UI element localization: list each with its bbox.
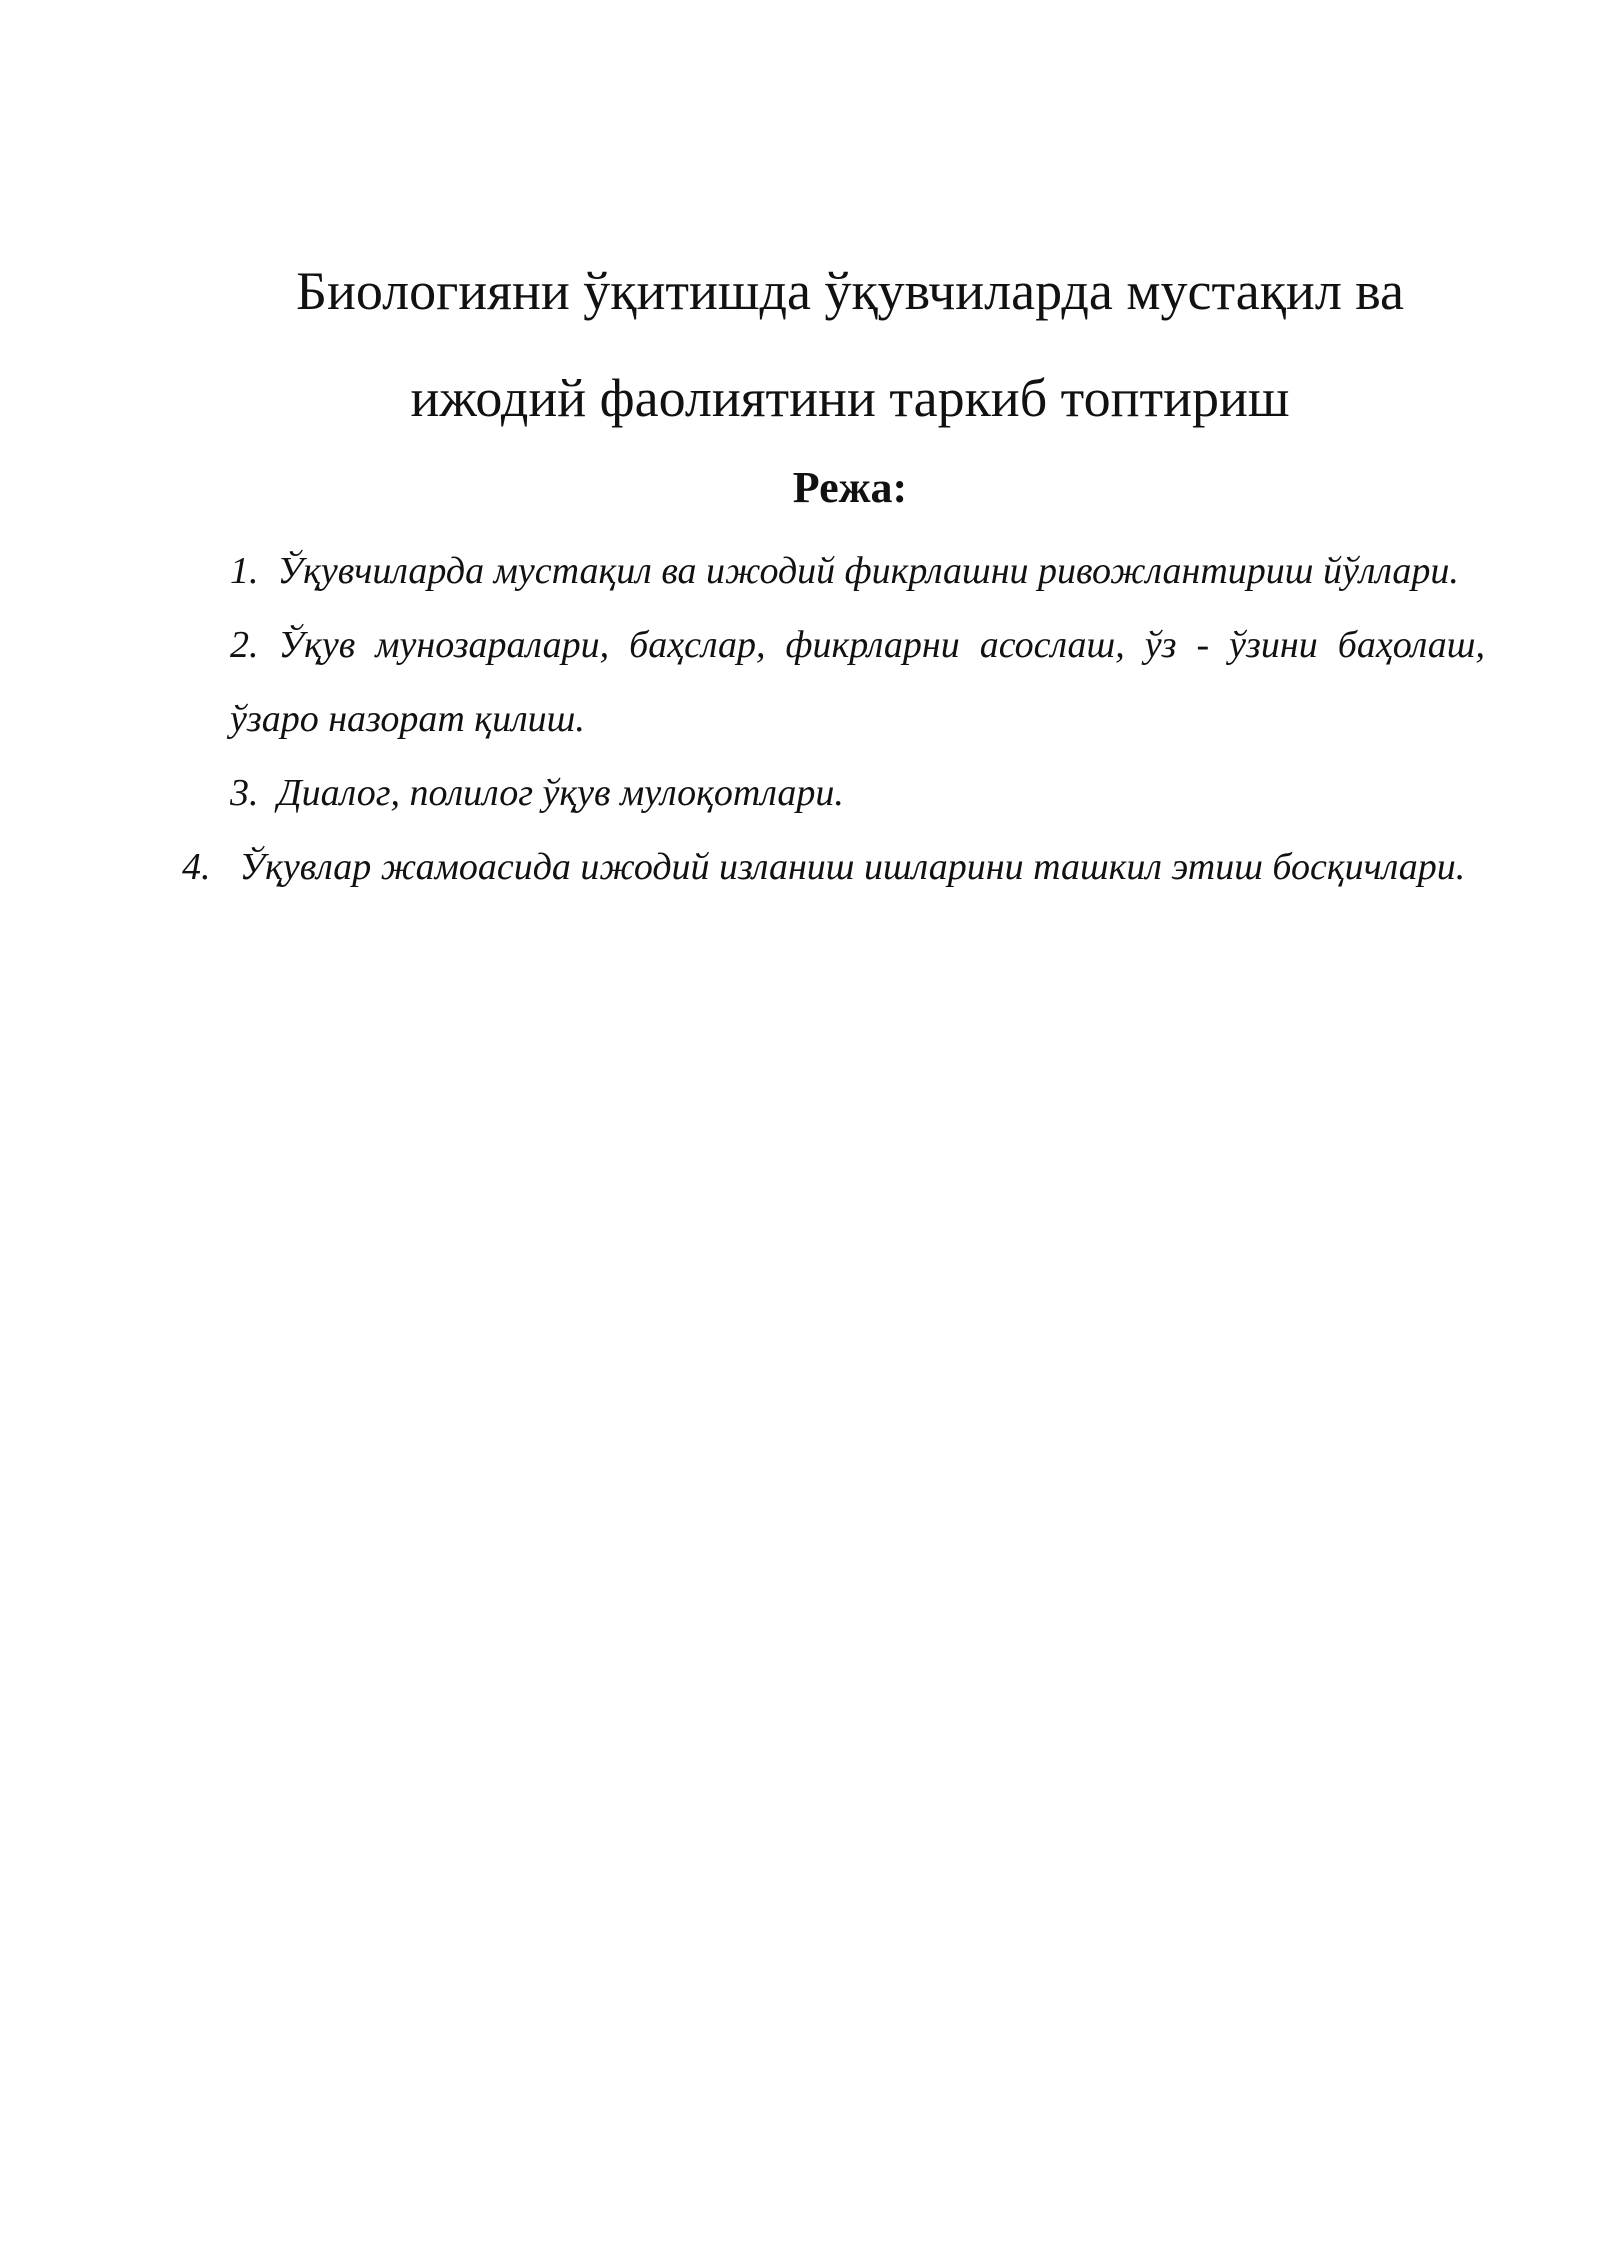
plan-item-text: Ўқув мунозаралари, баҳслар, фикрларни асослаш, ўз - ўзини баҳолаш, ўзаро назорат қилиш. bbox=[230, 624, 1485, 740]
plan-heading: Режа: bbox=[792, 463, 908, 512]
plan-item-2 bbox=[230, 608, 1485, 756]
plan-item-number: 2. bbox=[230, 624, 259, 666]
title-line-2: ижодий фаолиятини таркиб топтириш bbox=[410, 368, 1290, 428]
plan-item-number: 1. bbox=[230, 550, 259, 592]
plan-item-1 bbox=[230, 534, 1485, 608]
plan-item-text: Ўқувлар жамоасида ижодий изланиш ишларини ташкил этиш босқичлари. bbox=[239, 846, 1466, 888]
plan-item-3 bbox=[230, 756, 1485, 830]
plan-list bbox=[182, 534, 1485, 904]
title-line-1: Биологияни ўқитишда ўқувчиларда мустақил ва bbox=[295, 261, 1405, 321]
plan-item-4: 4. Ўқувлар жамоасида ижодий изланиш ишларини ташкил этиш босқичлари. bbox=[182, 846, 1466, 888]
plan-item-text: Диалог, полилог ўқув мулоқотлари. bbox=[277, 772, 844, 814]
plan-item-text: Ўқувчиларда мустақил ва ижодий фикрлашни ривожлантириш йўллари. bbox=[277, 550, 1459, 592]
plan-item-number: 3. bbox=[230, 772, 259, 814]
